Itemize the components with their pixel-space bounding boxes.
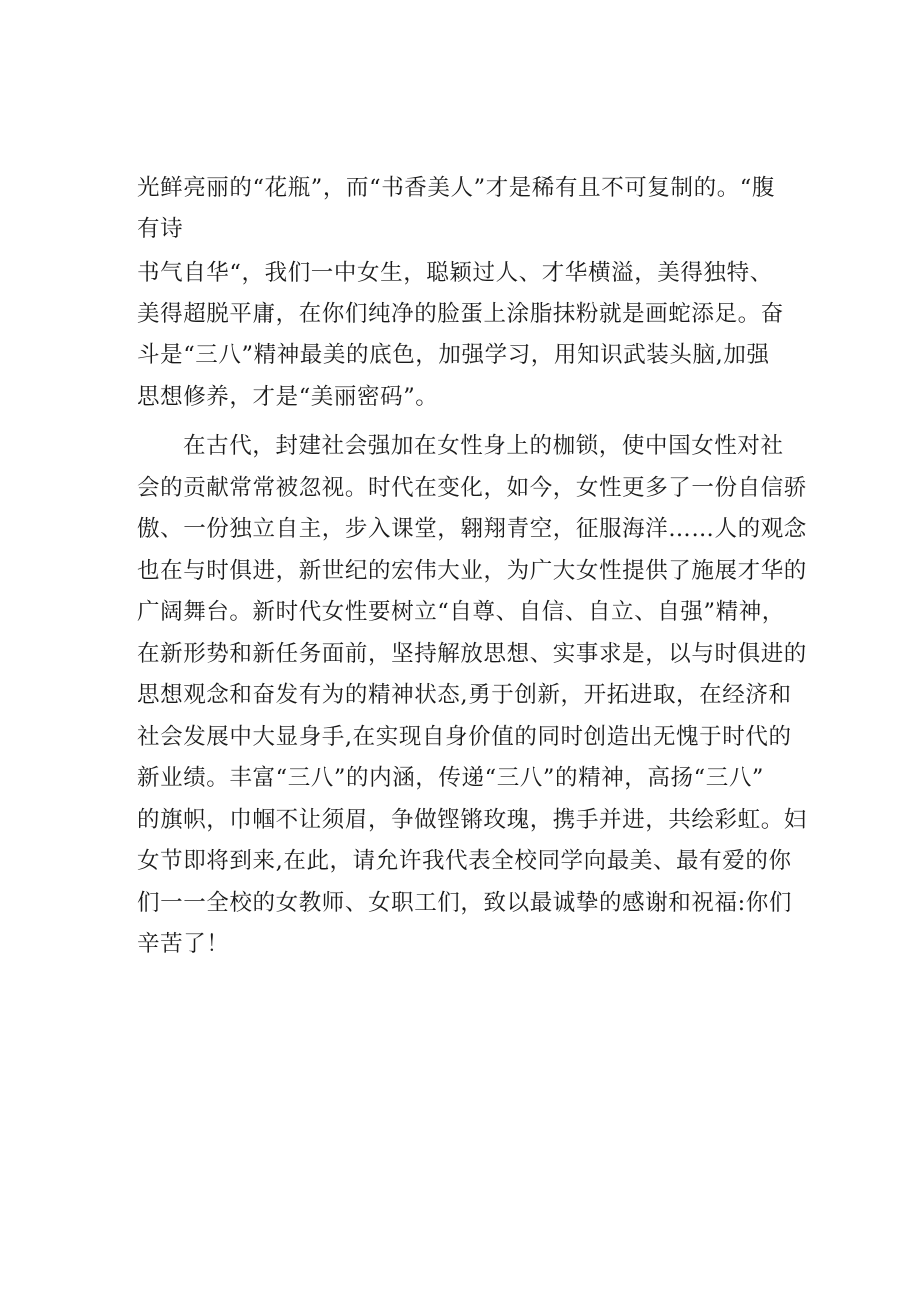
paragraph-1-line-4: 美得超脱平庸，在你们纯净的脸蛋上涂脂抹粉就是画蛇添足。奋 (137, 301, 784, 327)
paragraph-2-line-6: 在新形势和新任务面前，坚持解放思想、实事求是，以与时俱进的 (137, 641, 807, 667)
paragraph-2-line-2: 会的贡献常常被忽视。时代在变化，如今，女性更多了一份自信骄 (137, 475, 807, 501)
paragraph-2-line-11: 女节即将到来,在此，请允许我代表全校同学向最美、最有爱的你 (137, 848, 792, 874)
paragraph-1-line-3: 书气自华“，我们一中女生，聪颖过人、才华横溢，美得独特、 (137, 260, 773, 286)
paragraph-2-line-1: 在古代，封建社会强加在女性身上的枷锁，使中国女性对社 (183, 433, 784, 459)
paragraph-1-line-5: 斗是“三八”精神最美的底色，加强学习，用知识武装头脑,加强 (137, 342, 770, 368)
paragraph-2-line-10: 的旗帜，巾帼不让须眉，争做铿锵玫瑰，携手并进，共绘彩虹。妇 (137, 807, 807, 833)
paragraph-2-line-8: 社会发展中大显身手,在实现自身价值的同时创造出无愧于时代的 (137, 724, 792, 750)
paragraph-2-line-3: 傲、一份独立自主，步入课堂，翱翔青空，征服海洋……人的观念 (137, 516, 807, 542)
paragraph-2-line-13: 辛苦了！ (137, 931, 230, 957)
paragraph-2-line-7: 思想观念和奋发有为的精神状态,勇于创新，开拓进取，在经济和 (137, 682, 792, 708)
paragraph-1-line-2: 有诗 (137, 216, 184, 242)
paragraph-2-line-5: 广阔舞台。新时代女性要树立“自尊、自信、自立、自强”精神， (137, 599, 785, 625)
paragraph-2-line-9: 新业绩。丰富“三八”的内涵，传递“三八”的精神，高扬“三八” (137, 765, 765, 791)
paragraph-2-line-12: 们一一全校的女教师、女职工们，致以最诚挚的感谢和祝福:你们 (137, 890, 792, 916)
paragraph-1-line-1: 光鲜亮丽的“花瓶”，而“书香美人”才是稀有且不可复制的。“腹 (137, 175, 776, 201)
paragraph-1-line-6: 思想修养，才是“美丽密码”。 (137, 384, 439, 410)
paragraph-2-line-4: 也在与时俱进，新世纪的宏伟大业，为广大女性提供了施展才华的 (137, 558, 807, 584)
